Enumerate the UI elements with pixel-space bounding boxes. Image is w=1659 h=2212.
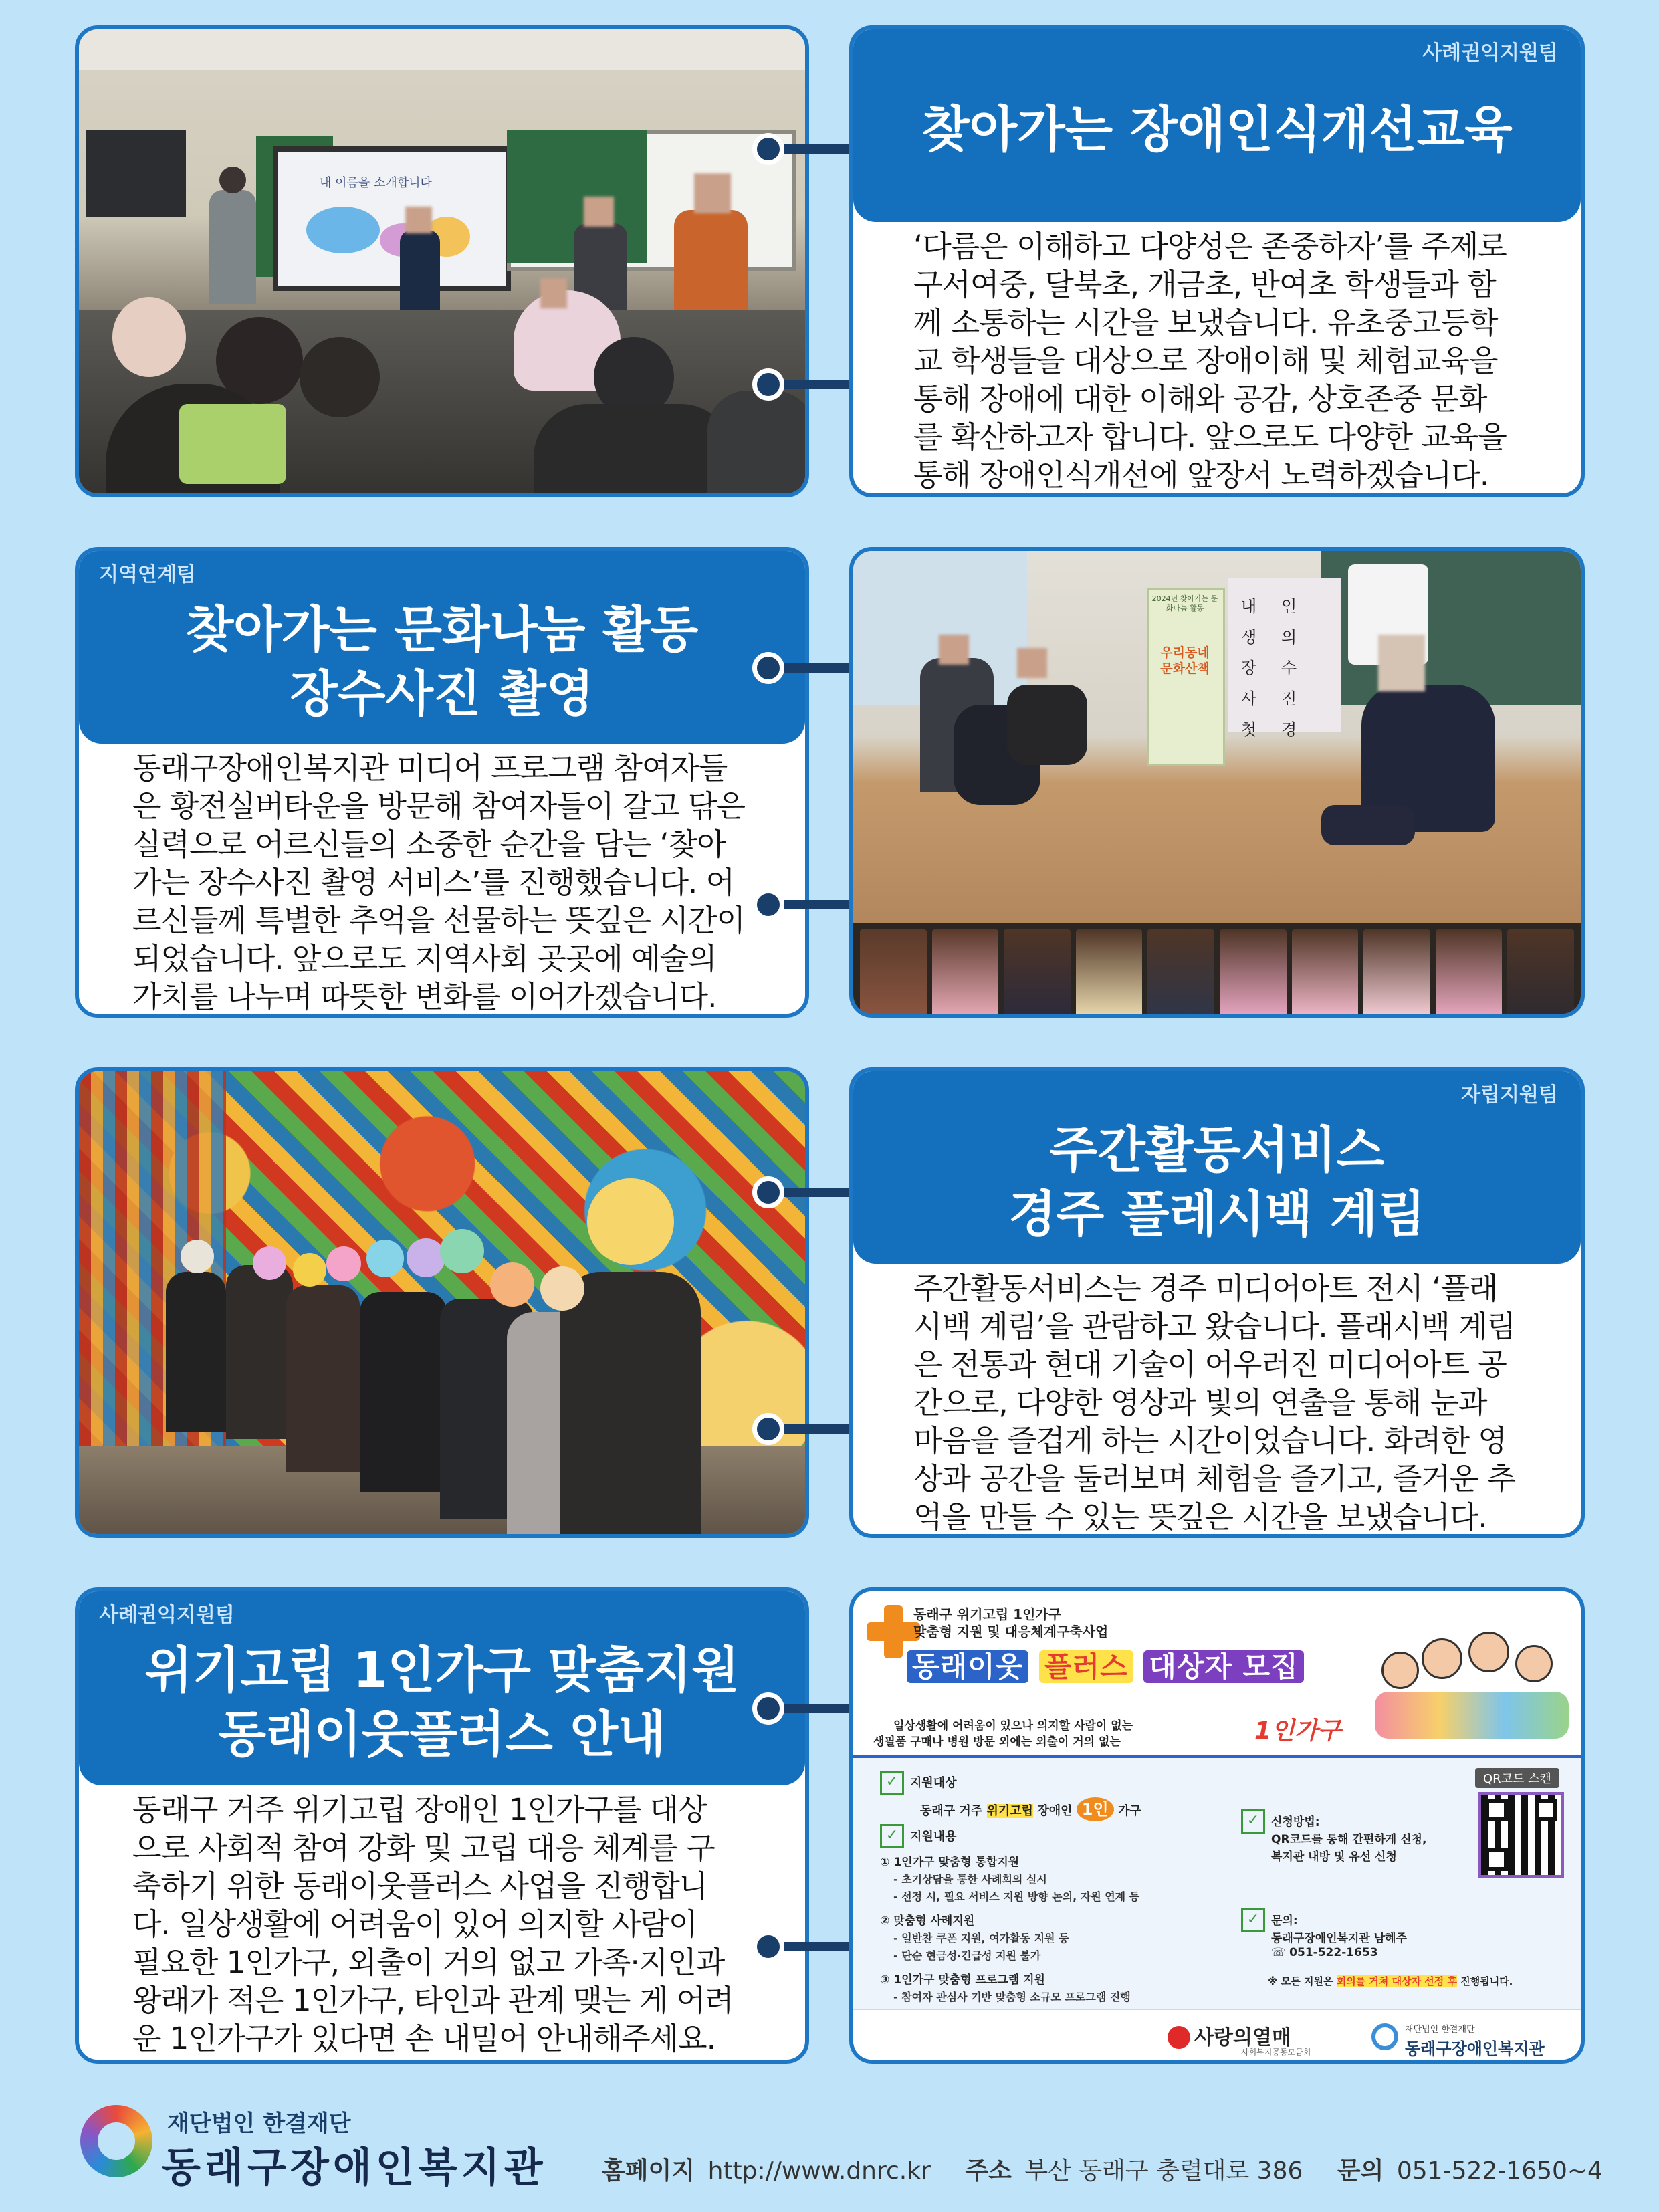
love-fruit-icon (1168, 2026, 1190, 2049)
portrait-photo (849, 547, 1585, 1018)
connector-dot (752, 652, 784, 684)
footer-addr-label: 주소 (965, 2157, 1012, 2185)
connector-dot (752, 1176, 784, 1208)
qr-code-icon[interactable] (1478, 1792, 1564, 1878)
team-label: 사례권익지원팀 (99, 1604, 235, 1626)
section-card-2 (75, 547, 809, 1018)
footer-contact (602, 2152, 1603, 2186)
section-body: 주간활동서비스는 경주 미디어아트 전시 ‘플래 시백 계림’을 관람하고 왔습니다. 플래시백 계림 은 전통과 현대 기술이 어우러진 미디어아트 공 간으로, 다양한 영상과 빛의 연출을 통해 눈과 마음을 즐겁게 하는 시간이었습니다. 화려한 영 상과 공간을 둘러보며 체험을 즐기고, 즐거운 추 억을 만들 수 있는 뜻깊은 시간을 보냈습니다. (913, 1270, 1516, 1535)
target-text: 동래구 거주 위기고립 장애인 1인 가구 (920, 1796, 1141, 1819)
connector-dot (752, 1692, 784, 1725)
smiley-face-icon (407, 1238, 445, 1277)
people-illustration (1375, 1625, 1575, 1739)
poster-logo2-sub: 재단법인 한결재단 (1405, 2025, 1475, 2035)
footer-tel-label: 문의 (1337, 2157, 1384, 2185)
smiley-face-icon (326, 1246, 361, 1281)
content-item3a: - 참여자 관심사 기반 맞춤형 소규모 프로그램 진행 (893, 1991, 1131, 2003)
recruitment-poster (849, 1587, 1585, 2064)
apply-label: 신청방법: (1271, 1815, 1320, 1829)
content-item2a: - 일반찬 쿠폰 지원, 여가활동 지원 등 (893, 1932, 1069, 1945)
connector-dot (752, 368, 784, 401)
section-title-line2: 경주 플레시백 계림 (1008, 1186, 1426, 1243)
check-icon: ✓ (1241, 1908, 1265, 1932)
section-title-line1: 주간활동서비스 (1049, 1121, 1385, 1179)
poster-badge: 1인가구 (1254, 1717, 1341, 1745)
section-title-line1: 찾아가는 문화나눔 활동 (185, 601, 699, 659)
poster-top-line2: 맞춤형 지원 및 대응체계구축사업 (913, 1624, 1109, 1640)
target-label: 지원대상 (910, 1776, 957, 1790)
foundation-logo-icon (1371, 2023, 1398, 2050)
contact-label: 문의: (1271, 1914, 1298, 1928)
portrait-strip (860, 929, 1574, 1016)
content-label: 지원내용 (910, 1830, 957, 1844)
classroom-photo (75, 25, 809, 497)
content-item1b: - 선정 시, 필요 서비스 지원 방향 논의, 자원 연계 등 (893, 1890, 1140, 1903)
check-icon: ✓ (880, 1771, 904, 1795)
connector-dot (752, 889, 784, 921)
content-item2: ② 맞춤형 사례지원 (880, 1914, 975, 1928)
team-label: 사례권익지원팀 (1422, 42, 1558, 64)
qr-label: QR코드 스캔 (1475, 1768, 1559, 1788)
smiley-face-icon (293, 1253, 326, 1287)
smiley-face-icon (540, 1266, 584, 1311)
section-body: 동래구장애인복지관 미디어 프로그램 참여자들 은 황전실버타운을 방문해 참여자들이 갈고 닦은 실력으로 어르신들의 소중한 순간을 담는 ‘찾아 가는 장수사진 촬영 서비스’를 진행했습니다. 어 르신들께 특별한 추억을 선물하는 뜻깊은 시간이 되었습니다. 앞으로도 지역사회 곳곳에 예술의 가치를 나누며 따뜻한 변화를 이어가겠습니다. (132, 750, 745, 1014)
footer-address: 부산 동래구 충렬대로 386 (1024, 2157, 1303, 2185)
section-title-line2: 장수사진 촬영 (290, 665, 594, 723)
stained-glass-photo (75, 1067, 809, 1538)
section-title-line2: 동래이웃플러스 안내 (218, 1706, 666, 1763)
footer-phone: 051-522-1650~4 (1396, 2157, 1603, 2185)
section-body: 동래구 거주 위기고립 장애인 1인가구를 대상 으로 사회적 참여 강화 및 고립 대응 체계를 구 축하기 위한 동래이웃플러스 사업을 진행합니 다. 일상생활에 어려움이 있어 의지할 사람이 필요한 1인가구, 외출이 거의 없고 가족·지인과 왕래가 적은 1인가구, 타인과 관계 맺는 게 어려 운 1인가구가 있다면 손 내밀어 안내해주세요. (132, 1792, 734, 2056)
banner-main-text: 우리동네 문화산책 (1160, 645, 1210, 676)
footer-home-link[interactable]: http://www.dnrc.kr (707, 2157, 931, 2185)
team-label: 지역연계팀 (99, 564, 196, 586)
poster-logo1: 사랑의열매 (1194, 2026, 1291, 2050)
section-title: 찾아가는 장애인식개선교육 (921, 101, 1513, 158)
smiley-face-icon (440, 1229, 484, 1273)
poster-top-line1: 동래구 위기고립 1인가구 (913, 1606, 1062, 1622)
section-card-4 (75, 1587, 809, 2064)
team-label: 자립지원팀 (1461, 1084, 1558, 1106)
section-header (79, 551, 805, 744)
apply-text2: 복지관 내방 및 유선 신청 (1271, 1850, 1397, 1864)
poster-sub2: 생필품 구매나 병원 방문 외에는 외출이 거의 없는 (873, 1735, 1121, 1749)
poster-note: ※ 모든 지원은 회의를 거쳐 대상자 선정 후 진행됩니다. (1268, 1975, 1513, 1987)
smiley-face-icon (253, 1246, 286, 1280)
check-icon: ✓ (880, 1824, 904, 1848)
footer-org-sub: 재단법인 한결재단 (167, 2110, 351, 2137)
smiley-face-icon (490, 1262, 534, 1307)
check-icon: ✓ (1241, 1809, 1265, 1834)
footer-logo-icon (80, 2105, 152, 2177)
banner-top-text: 2024년 찾아가는 문화나눔 활동 (1151, 594, 1218, 613)
footer-home-label: 홈페이지 (602, 2157, 695, 2185)
smiley-face-icon (587, 1178, 674, 1265)
content-item2b: - 단순 현금성·긴급성 지원 불가 (893, 1949, 1041, 1962)
footer-org-name: 동래구장애인복지관 (162, 2144, 547, 2191)
smiley-face-icon (366, 1240, 404, 1277)
contact-text1: 동래구장애인복지관 남혜주 (1271, 1932, 1407, 1945)
content-item1a: - 초기상담을 통한 사례회의 실시 (893, 1873, 1047, 1886)
section-header (79, 1591, 805, 1785)
section-title-line1: 위기고립 1인가구 맞춤지원 (144, 1642, 740, 1699)
section-header (853, 1071, 1581, 1264)
screen-text: 내 이름을 소개합니다 (320, 176, 432, 190)
poster-sub1: 일상생활에 어려움이 있으나 의지할 사람이 없는 (893, 1719, 1133, 1733)
connector-dot (752, 1930, 784, 1963)
poster-logo2: 동래구장애인복지관 (1405, 2039, 1545, 2058)
content-item3: ③ 1인가구 맞춤형 프로그램 지원 (880, 1973, 1045, 1987)
apply-text1: QR코드를 통해 간편하게 신청, (1271, 1833, 1427, 1846)
connector-dot (752, 133, 784, 165)
smiley-face-icon (181, 1240, 214, 1273)
section-card-3 (849, 1067, 1585, 1538)
poster-logo1-sub: 사회복지공동모금회 (1241, 2048, 1311, 2057)
connector-dot (752, 1413, 784, 1445)
section-header (853, 29, 1581, 222)
poster-headline: 동래이웃 플러스 대상자 모집 (907, 1645, 1304, 1685)
sign-chars: 내 인 생 의 장 수 사 진 첫 경 (1241, 597, 1297, 739)
content-item1: ① 1인가구 맞춤형 통합지원 (880, 1856, 1020, 1869)
contact-text2: ☏ 051-522-1653 (1271, 1946, 1378, 1959)
section-body: ‘다름은 이해하고 다양성은 존중하자’를 주제로 구서여중, 달북초, 개금초, 반여초 학생들과 함 께 소통하는 시간을 보냈습니다. 유초중고등학 교 학생들을 대상으로 장애이해 및 체험교육을 통해 장애에 대한 이해와 공감, 상호존중 문화 를 확산하고자 합니다. 앞으로도 다양한 교육을 통해 장애인식개선에 앞장서 노력하겠습니다. (913, 229, 1507, 493)
section-card-1 (849, 25, 1585, 497)
